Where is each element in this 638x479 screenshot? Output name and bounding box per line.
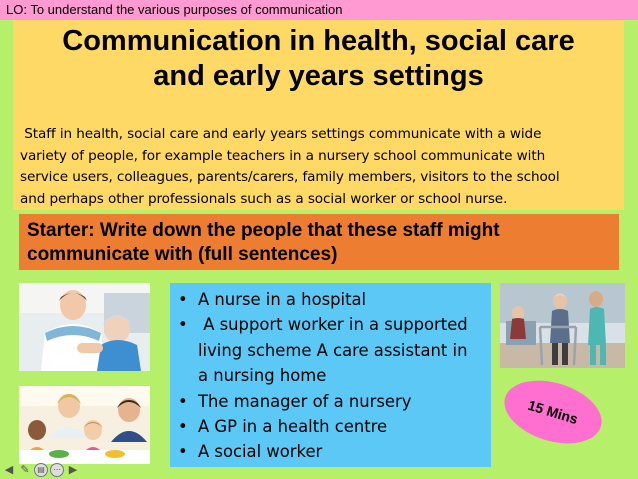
people-list-item-line: A support worker in a supported	[198, 315, 468, 335]
learning-objective-bar	[0, 0, 638, 20]
people-list-item-line: The manager of a nursery	[198, 391, 412, 411]
timer-badge-text: 15 Mins	[526, 396, 580, 428]
slide-title-line-1: Communication in health, social care	[62, 25, 575, 57]
people-list-item-line: A nurse in a hospital	[198, 290, 367, 309]
more-circle-icon[interactable]: ⋯	[50, 463, 64, 477]
nurse-with-elderly-patient-photo	[19, 283, 150, 371]
people-list-item	[176, 439, 485, 464]
people-list-item	[176, 414, 485, 439]
people-list	[176, 287, 485, 465]
bullet-icon: •	[178, 391, 188, 411]
bullet-icon: •	[178, 442, 188, 462]
people-list-item-line: living scheme A care assistant in	[198, 340, 468, 360]
people-list-item-line: A social worker	[198, 442, 323, 462]
people-list-item-line: a nursing home	[198, 366, 327, 386]
starter-line-2: communicate with (full sentences)	[27, 244, 338, 265]
people-list-box	[170, 283, 491, 467]
starter-line-1: Starter: Write down the people that these staff might	[27, 220, 500, 241]
bullet-icon: •	[178, 417, 188, 437]
children-at-mealtime-photo	[19, 386, 150, 464]
back-arrow-icon[interactable]: ◀	[4, 463, 14, 476]
timer-badge	[497, 370, 610, 455]
menu-circle-icon[interactable]: ▤	[34, 463, 48, 477]
learning-objective-text: LO: To understand the various purposes of communication	[6, 2, 343, 17]
pencil-icon[interactable]: ✎	[20, 463, 30, 476]
starter-box	[19, 214, 619, 270]
slide-title-line-2: and early years settings	[153, 60, 484, 92]
bullet-icon: •	[178, 315, 188, 335]
people-list-item	[176, 389, 485, 414]
people-list-item	[176, 287, 485, 312]
slide-navigation	[2, 462, 80, 478]
forward-arrow-icon[interactable]: ▶	[68, 463, 78, 476]
people-list-item	[176, 312, 485, 388]
slide-title	[13, 24, 624, 94]
bullet-icon: •	[178, 290, 188, 309]
care-worker-with-elderly-man-photo	[500, 283, 625, 368]
intro-paragraph: Staff in health, social care and early years settings communicate with a wide variety of people, for example teachers in a nursery school communicate with service users, colleagues, parents/carers, family members, visitors to the school and perhaps other professionals such as a social worker or school nurse.	[20, 126, 560, 207]
people-list-item-line: A GP in a health centre	[198, 417, 388, 437]
